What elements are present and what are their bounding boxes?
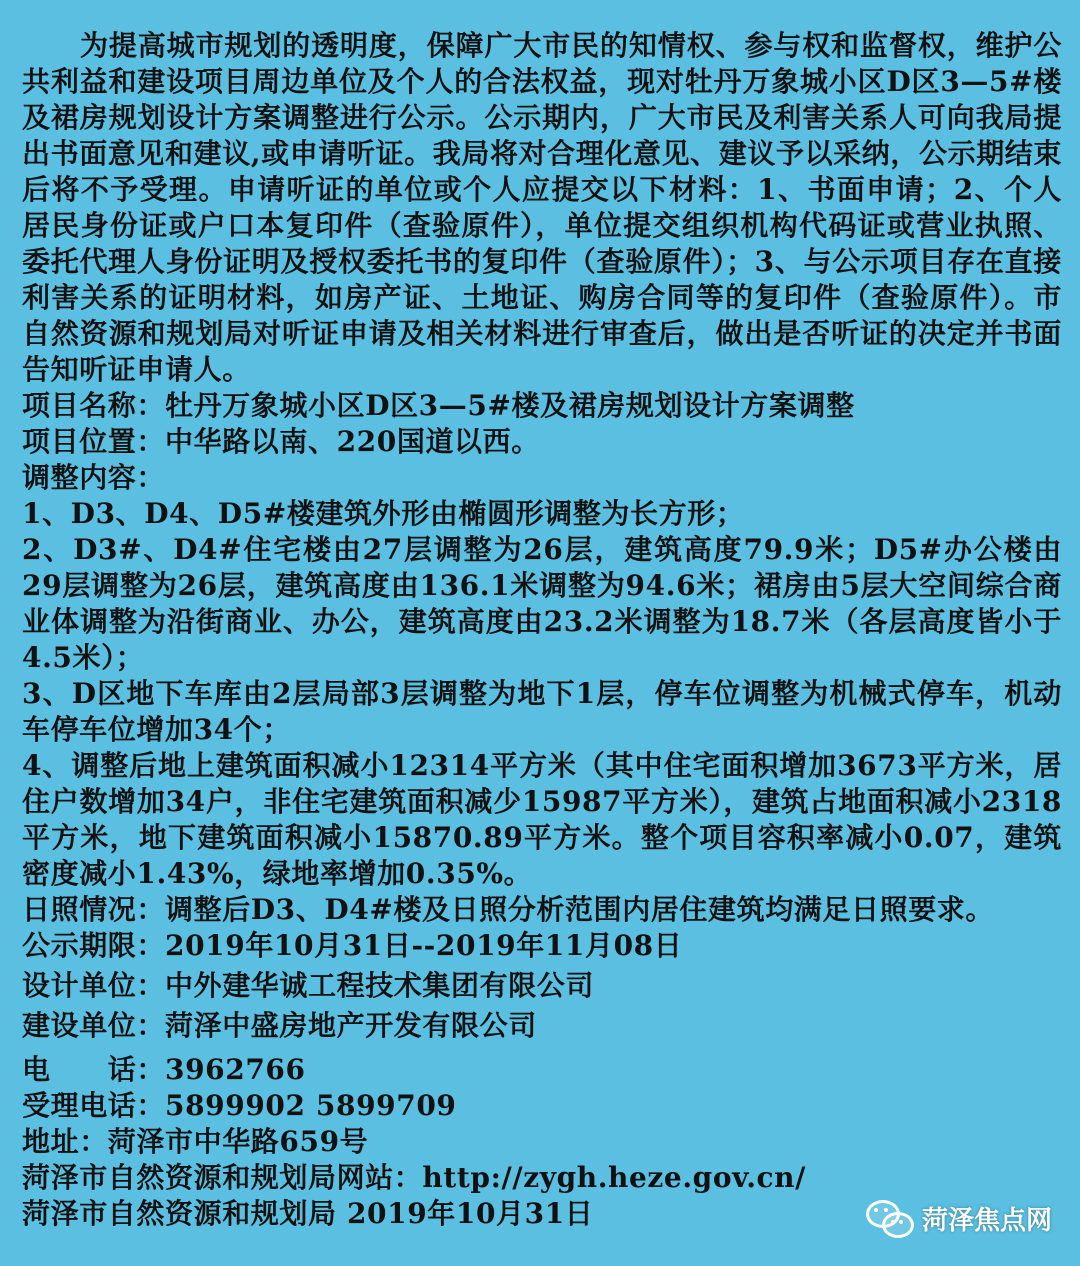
watermark	[866, 1198, 1052, 1238]
watermark-text: 菏泽焦点网	[921, 1205, 1052, 1236]
adjustment-item-1: 1、D3、D4、D5#楼建筑外形由椭圆形调整为长方形；	[22, 497, 745, 530]
address: 地址：菏泽市中华路659号	[22, 1125, 369, 1158]
adjustment-item-3: 3、D区地下车库由2层局部3层调整为地下1层，停车位调整为机械式停车，机动车停车位增加34个；	[22, 677, 1062, 746]
website: 菏泽市自然资源和规划局网站：http://zygh.heze.gov.cn/	[22, 1161, 806, 1194]
construction-unit: 建设单位：菏泽中盛房地产开发有限公司	[22, 1009, 537, 1042]
notice-period: 公示期限：2019年10月31日--2019年11月08日	[22, 929, 683, 962]
adjustment-item-2: 2、D3#、D4#住宅楼由27层调整为26层，建筑高度79.9米；D5#办公楼由29层调整为26层，建筑高度由136.1米调整为94.6米；裙房由5层大空间综合商业体调整为沿街商业、办公，建筑高度由23.2米调整为18.7米（各层高度皆小于4.5米）；	[22, 533, 1062, 674]
wechat-icon	[866, 1198, 912, 1238]
project-name: 项目名称：牡丹万象城小区D区3—5#楼及裙房规划设计方案调整	[22, 389, 855, 422]
sunlight-info: 日照情况：调整后D3、D4#楼及日照分析范围内居住建筑均满足日照要求。	[22, 893, 994, 926]
phone: 电 话：3962766	[22, 1053, 306, 1086]
notice-content	[22, 28, 1062, 1232]
design-unit: 设计单位：中外建华诚工程技术集团有限公司	[22, 969, 595, 1002]
signature: 菏泽市自然资源和规划局 2019年10月31日	[22, 1197, 594, 1230]
adjustment-heading: 调整内容：	[22, 461, 166, 494]
adjustment-item-4: 4、调整后地上建筑面积减小12314平方米（其中住宅面积增加3673平方米，居住户数增加34户，非住宅建筑面积减少15987平方米），建筑占地面积减小2318平方米，地下建筑面积减小15870.89平方米。整个项目容积率减小0.07，建筑密度减小1.43%，绿地率增加0.35%。	[22, 749, 1062, 890]
intro-paragraph: 为提高城市规划的透明度，保障广大市民的知情权、参与权和监督权，维护公共利益和建设项目周边单位及个人的合法权益，现对牡丹万象城小区D区3—5#楼及裙房规划设计方案调整进行公示。公示期内，广大市民及利害关系人可向我局提出书面意见和建议,或申请听证。我局将对合理化意见、建议予以采纳，公示期结束后将不予受理。申请听证的单位或个人应提交以下材料：1、书面申请；2、个人居民身份证或户口本复印件（查验原件），单位提交组织机构代码证或营业执照、委托代理人身份证明及授权委托书的复印件（查验原件）；3、与公示项目存在直接利害关系的证明材料，如房产证、土地证、购房合同等的复印件（查验原件）。市自然资源和规划局对听证申请及相关材料进行审查后，做出是否听证的决定并书面告知听证申请人。	[22, 29, 1062, 386]
project-location: 项目位置：中华路以南、220国道以西。	[22, 425, 540, 458]
hotline: 受理电话：5899902 5899709	[22, 1089, 457, 1122]
